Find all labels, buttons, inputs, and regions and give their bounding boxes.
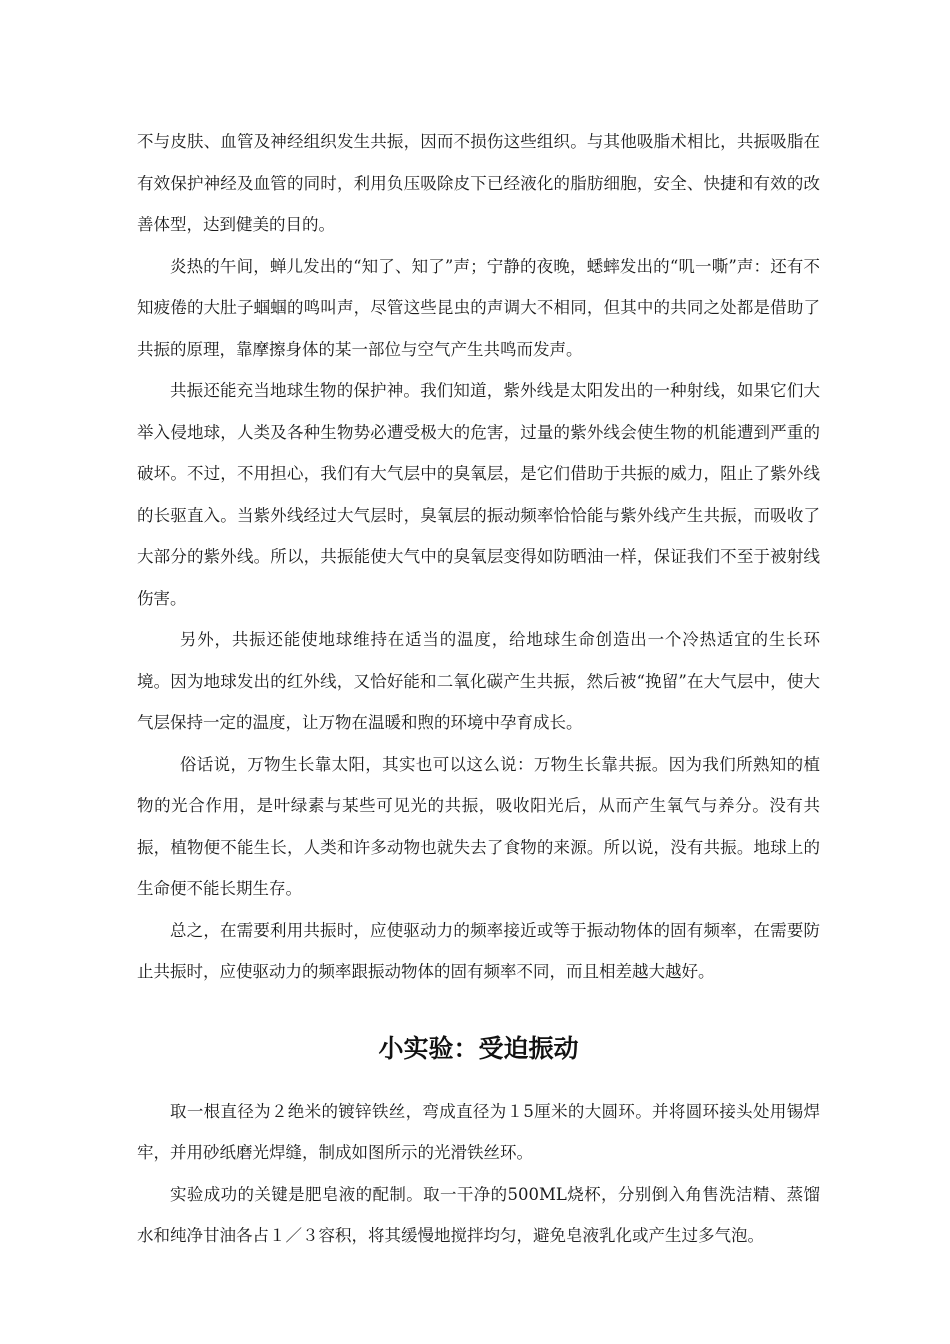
paragraph-conclusion: 总之，在需要利用共振时，应使驱动力的频率接近或等于振动物体的固有频率，在需要防止共振时，应使驱动力的频率跟振动物体的固有频率不同，而且相差越大越好。	[137, 920, 820, 981]
document-body	[137, 121, 820, 1257]
paragraph-wire-ring: 取一根直径为２绝米的镀锌铁丝，弯成直径为１5厘米的大圆环。并将圆环接头处用锡焊牢，并用砂纸磨光焊缝，制成如图所示的光滑铁丝环。	[137, 1101, 820, 1162]
paragraph-insects: 炎热的午间，蝉儿发出的“知了、知了”声；宁静的夜晚，蟋蟀发出的“叽一嘶”声：还有不知疲倦的大肚子蝈蝈的鸣叫声，尽管这些昆虫的声调大不相同，但其中的共同之处都是借助了共振的原理，靠摩擦身体的某一部位与空气产生共鸣而发声。	[137, 256, 820, 359]
section-heading: 小实验：受迫振动	[378, 1033, 579, 1063]
paragraph-soap-solution: 实验成功的关键是肥皂液的配制。取一干净的500ML烧杯，分别倒入角售洗洁精、蒸馏水和纯净甘油各占１／３容积，将其缓慢地搅拌均匀，避免皂液乳化或产生过多气泡。	[137, 1184, 820, 1245]
paragraph-liposuction: 不与皮肤、血管及神经组织发生共振，因而不损伤这些组织。与其他吸脂术相比，共振吸脂在有效保护神经及血管的同时，利用负压吸除皮下已经液化的脂肪细胞，安全、快捷和有效的改善体型，达到健美的目的。	[137, 132, 820, 234]
paragraph-temperature: 另外，共振还能使地球维持在适当的温度，给地球生命创造出一个冷热适宜的生长环境。因为地球发出的红外线，又恰好能和二氧化碳产生共振，然后被“挽留”在大气层中，使大气层保持一定的温度，让万物在温暖和煦的环境中孕育成长。	[137, 630, 820, 732]
experiment-section	[137, 1091, 820, 1257]
paragraph-photosynthesis: 俗话说，万物生长靠太阳，其实也可以这么说：万物生长靠共振。因为我们所熟知的植物的光合作用，是叶绿素与某些可见光的共振，吸收阳光后，从而产生氧气与养分。没有共振，植物便不能生长，人类和许多动物也就失去了食物的来源。所以说，没有共振。地球上的生命便不能长期生存。	[137, 754, 820, 898]
paragraph-ozone: 共振还能充当地球生物的保护神。我们知道，紫外线是太阳发出的一种射线，如果它们大举入侵地球，人类及各种生物势必遭受极大的危害，过量的紫外线会使生物的机能遭到严重的破坏。不过，不用担心，我们有大气层中的臭氧层，是它们借助于共振的威力，阻止了紫外线的长驱直入。当紫外线经过大气层时，臭氧层的振动频率恰恰能与紫外线产生共振，而吸收了大部分的紫外线。所以，共振能使大气中的臭氧层变得如防晒油一样，保证我们不至于被射线伤害。	[137, 381, 820, 608]
